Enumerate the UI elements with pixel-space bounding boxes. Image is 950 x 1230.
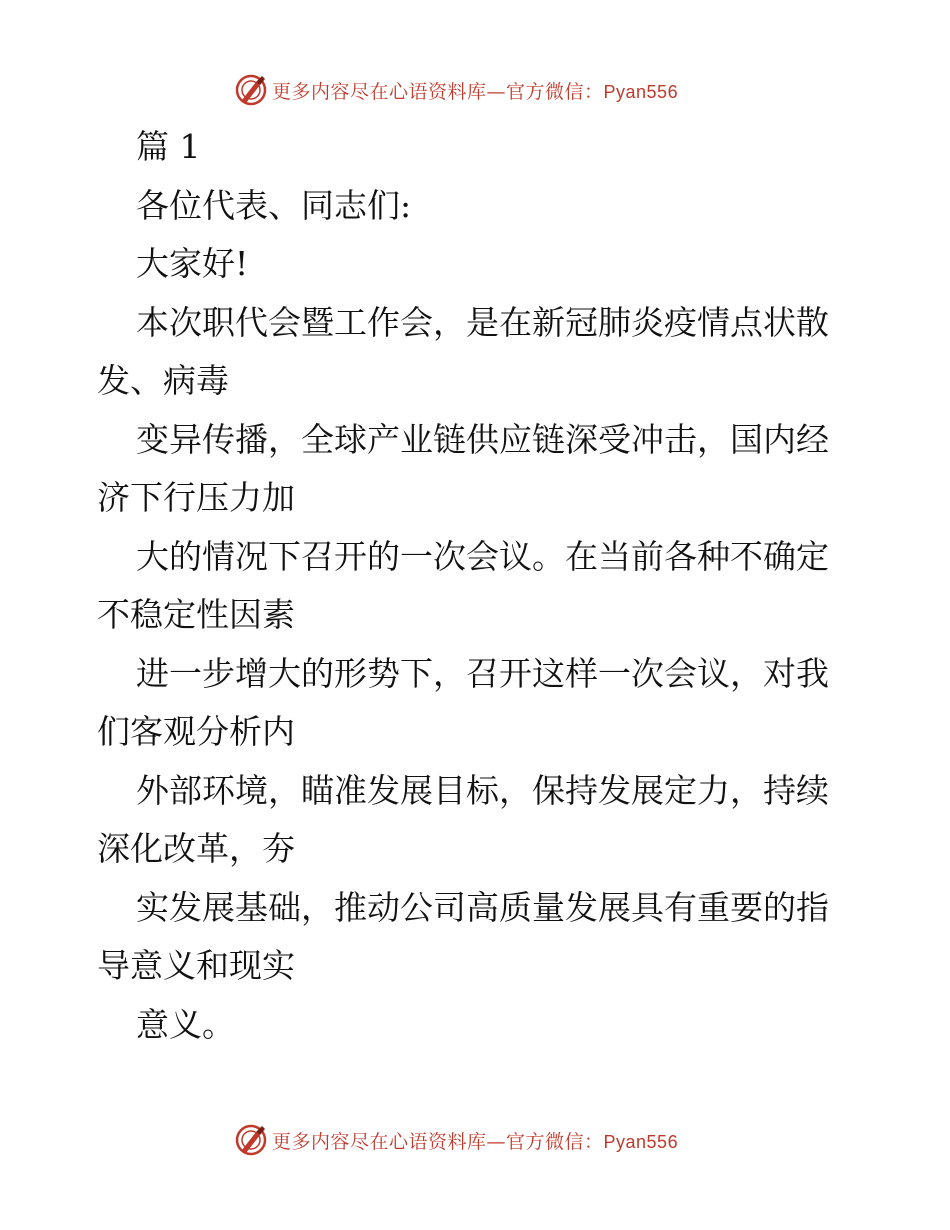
- watermark-text: 更多内容尽在心语资料库—官方微信：Pyan556: [272, 80, 679, 103]
- text-line: 济下行压力加: [97, 478, 295, 517]
- text-line: 们客观分析内: [97, 712, 295, 751]
- header-watermark: [234, 70, 678, 110]
- text-line: 深化改革，夯: [97, 829, 295, 868]
- text-line: 大家好!: [136, 244, 249, 283]
- pen-logo-icon: [234, 73, 268, 107]
- pen-logo-icon: [234, 1123, 268, 1157]
- text-line: 导意义和现实: [97, 946, 295, 985]
- text-line: 进一步增大的形势下，召开这样一次会议，对我: [136, 653, 829, 693]
- text-line: 篇 1: [136, 127, 201, 166]
- footer-watermark: [234, 1120, 678, 1160]
- text-line: 不稳定性因素: [97, 595, 295, 634]
- text-line: 意义。: [136, 1004, 235, 1044]
- text-line: 发、病毒: [97, 361, 229, 400]
- text-line: 外部环境，瞄准发展目标，保持发展定力，持续: [136, 770, 829, 810]
- text-line: 大的情况下召开的一次会议。在当前各种不确定: [136, 536, 829, 576]
- text-line: 实发展基础，推动公司高质量发展具有重要的指: [136, 887, 829, 927]
- document-body: [97, 118, 857, 1054]
- watermark-text: 更多内容尽在心语资料库—官方微信：Pyan556: [272, 1130, 679, 1153]
- text-line: 本次职代会暨工作会，是在新冠肺炎疫情点状散: [136, 302, 829, 342]
- text-line: 各位代表、同志们:: [136, 185, 412, 225]
- text-line: 变异传播，全球产业链供应链深受冲击，国内经: [136, 419, 829, 459]
